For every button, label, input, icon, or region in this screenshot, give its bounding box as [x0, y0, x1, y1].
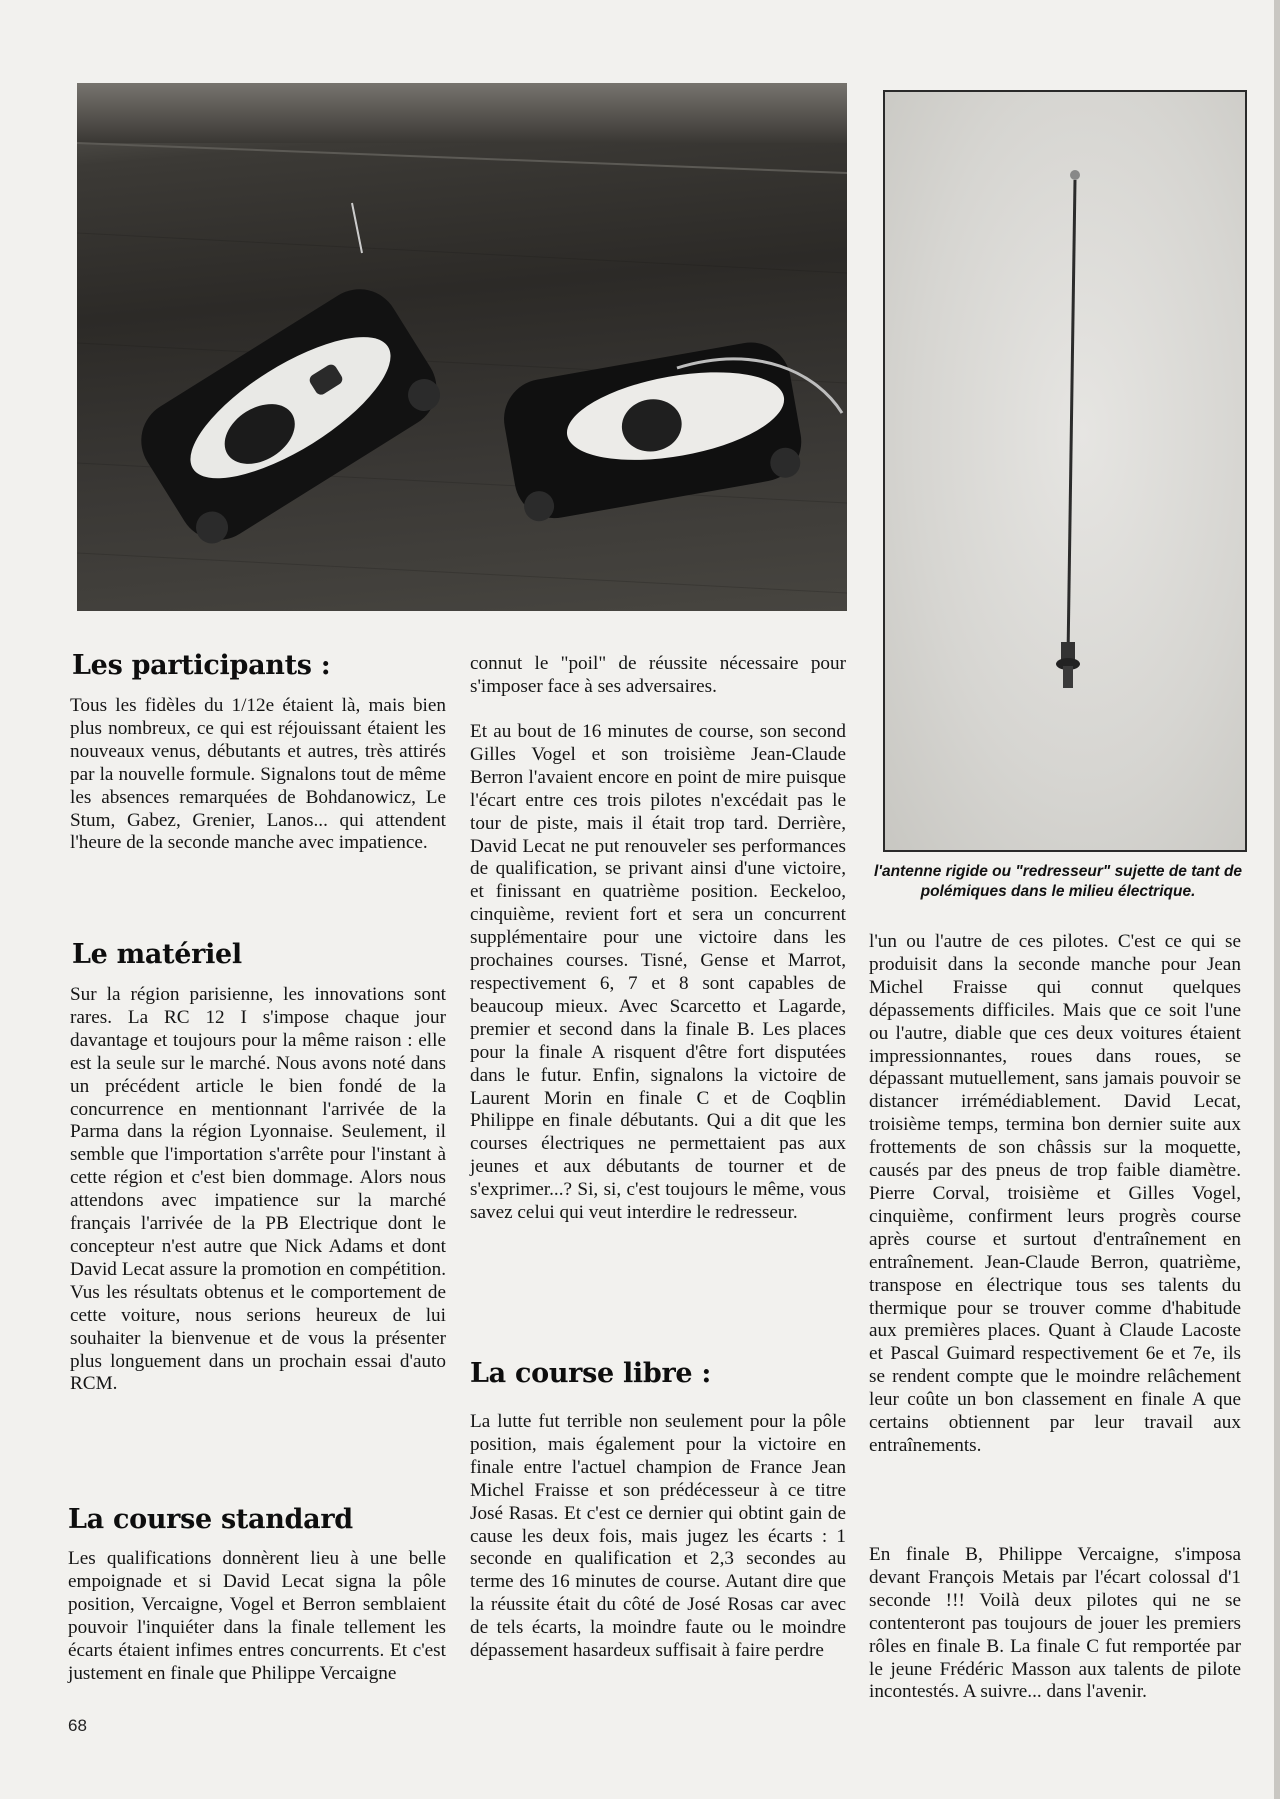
photo-caption: l'antenne rigide ou "redresseur" sujette de tant de polémiques dans le milieu électrique.	[873, 863, 1243, 900]
heading-le-materiel: Le matériel	[72, 939, 242, 970]
paragraph-libre-1: La lutte fut terrible non seulement pour la pôle position, mais également pour la victoire en finale entre l'actuel champion de France Jean Michel Fraisse et son prédécesseur à ce titre José Rasas. Et c'est ce dernier qui obtint gain de cause les deux fois, mais jugez les écarts : 1 seconde en qualification et 2,3 secondes au terme des 16 minutes de course. Autant dire que la réussite était du côté de José Rosas car avec de tels écarts, la moindre faute ou le moindre dépassement hasardeux suffisait à faire perdre	[470, 1411, 846, 1662]
heading-les-participants: Les participants :	[72, 650, 331, 681]
page-binding-edge	[1274, 0, 1280, 1799]
heading-la-course-standard: La course standard	[68, 1504, 353, 1535]
paragraph-standard-1: Les qualifications donnèrent lieu à une belle empoignade et si David Lecat signa la pôle position, Vercaigne, Vogel et Berron semblaient pouvoir l'inquiéter dans la finale tellement les écarts étaient infimes entres concurrents. Et c'est justement en finale que Philippe Vercaigne	[68, 1548, 446, 1684]
paragraph-libre-3: En finale B, Philippe Vercaigne, s'imposa devant François Metais par l'écart colossal d'1 seconde !!! Voilà deux pilotes qui ne se contenteront pas toujours de jouer les premiers rôles en finale B. La finale C fut remportée par le jeune Frédéric Masson aux talents de pilote incontestés. A suivre... dans l'avenir.	[869, 1544, 1241, 1703]
photo-antenna	[883, 90, 1247, 852]
paragraph-materiel: Sur la région parisienne, les innovations sont rares. La RC 12 I s'impose chaque jour davantage et toujours pour la même raison : elle est la seule sur le marché. Nous avons noté dans un précédent article le bien fondé de la concurrence en mentionnant l'arrivée de la Parma dans la région Lyonnaise. Seulement, il semble que l'importation s'arrête pour l'instant à cette région et c'est bien dommage. Alors nous attendons avec impatience sur la marché français l'arrivée de la PB Electrique dont le concepteur n'est autre que Nick Adams et dont David Lecat assure la promotion en compétition. Vus les résultats obtenus et le comportement de cette voiture, nous serions heureux de lui souhaiter la bienvenue et de vous la présenter plus longuement dans un prochain essai d'auto RCM.	[70, 984, 446, 1395]
photo-rc-cars	[77, 83, 847, 611]
paragraph-participants: Tous les fidèles du 1/12e étaient là, mais bien plus nombreux, ce qui est réjouissant étaient les nouveaux venus, débutants et autres, très attirés par la nouvelle formule. Signalons tout de même les absences remarquées de Bohdanowicz, Le Stum, Gabez, Grenier, Lanos... qui attendent l'heure de la seconde manche avec impatience.	[70, 695, 446, 854]
paragraph-libre-2: l'un ou l'autre de ces pilotes. C'est ce qui se produisit dans la seconde manche pour Jean Michel Fraisse qui connut quelques dépassements difficiles. Mais que ce soit l'une ou l'autre, diable que ces deux voitures étaient impressionnantes, roues dans roues, se dépassant mutuellement, sans jamais pouvoir se distancer irrémédiablement. David Lecat, troisième temps, termina bon dernier suite aux frottements de son châssis sur la moquette, causés par des pneus de trop faible diamètre. Pierre Corval, troisième et Gilles Vogel, cinquième, confirment leurs progrès course après course et surtout d'entraînement en entraînement. Jean-Claude Berron, quatrième, transpose en électrique tous ses talents du thermique pour se trouver comme d'habitude aux premières places. Quant à Claude Lacoste et Pascal Guimard respectivement 6e et 7e, ils se rendent compte que le moindre relâchement leur coûte un bon classement en finale A que certains obtiennent par leur travail aux entraînements.	[869, 931, 1241, 1456]
paragraph-standard-3: Et au bout de 16 minutes de course, son second Gilles Vogel et son troisième Jean-Claude Berron l'avaient encore en point de mire puisque l'écart entre ces trois pilotes n'excédait pas le tour de piste, mais il était trop tard. Derrière, David Lecat ne put renouveler ses performances de qualification, se privant ainsi d'une victoire, et finissant en quatrième position. Eeckeloo, cinquième, revient fort et sera un concurrent supplémentaire pour une victoire dans les prochaines courses. Tisné, Gense et Marrot, respectivement 6, 7 et 8 sont capables de beaucoup mieux. Avec Scarcetto et Lagarde, premier et second dans la finale B. Les places pour la finale A risquent d'être fort disputées dans le futur. Enfin, signalons la victoire de Laurent Morin en finale C et de Coqblin Philippe en finale débutants. Qui a dit que les courses électriques ne permettaient pas aux jeunes et aux débutants de tourner et de s'exprimer...? Si, si, c'est toujours le même, vous savez celui qui veut interdire le redresseur.	[470, 721, 846, 1224]
page-number: 68	[68, 1716, 87, 1735]
paragraph-standard-2: connut le "poil" de réussite nécessaire pour s'imposer face à ses adversaires.	[470, 653, 846, 697]
heading-la-course-libre: La course libre :	[470, 1358, 712, 1389]
